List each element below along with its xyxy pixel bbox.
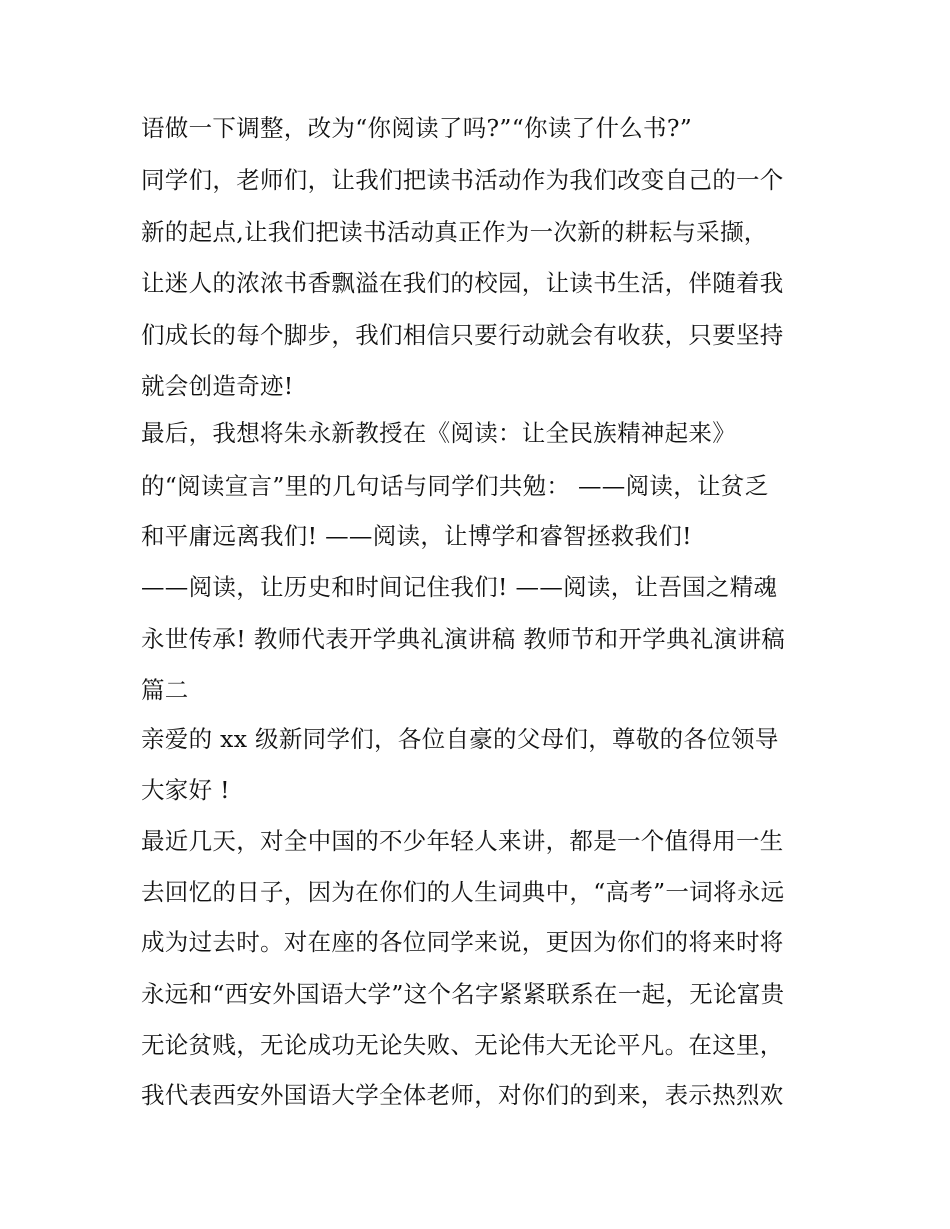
text-line: 我代表西安外国语大学全体老师，对你们的到来，表示热烈欢 [141,1081,784,1109]
section-heading: 篇二 [141,676,189,704]
text-line: 同学们，老师们，让我们把读书活动作为我们改变自己的一个 [141,166,784,194]
text-line: 去回忆的日子，因为在你们的人生词典中，“高考”一词将永远 [141,878,785,906]
text-line: ——阅读，让历史和时间记住我们! ——阅读，让吾国之精魂 [141,573,778,601]
text-line: 大家好 ! [141,776,230,804]
text-line: 让迷人的浓浓书香飘溢在我们的校园，让读书生活，伴随着我 [141,269,784,297]
text-line: 无论贫贱，无论成功无论失败、无论伟大无论平凡。在这里， [141,1031,784,1059]
text-line: 就会创造奇迹! [141,372,294,400]
text-line: 的“阅读宣言”里的几句话与同学们共勉： ——阅读，让贫乏 [141,472,769,500]
text-line: 语做一下调整，改为“你阅读了吗?”“你读了什么书?” [141,114,693,142]
text-line: 新的起点,让我们把读书活动真正作为一次新的耕耘与采撷， [141,218,768,246]
text-line: 永世传承! 教师代表开学典礼演讲稿 教师节和开学典礼演讲稿 [141,625,786,653]
text-line: 最后，我想将朱永新教授在《阅读：让全民族精神起来》 [141,419,736,447]
text-line: 成为过去时。对在座的各位同学来说，更因为你们的将来时将 [141,928,784,956]
text-line: 永远和“西安外国语大学”这个名字紧紧联系在一起，无论富贵 [141,980,785,1008]
text-line: 们成长的每个脚步，我们相信只要行动就会有收获，只要坚持 [141,321,784,349]
text-line: 亲爱的 xx 级新同学们，各位自豪的父母们，尊敬的各位领导 [141,725,779,753]
text-line: 和平庸远离我们! ——阅读，让博学和睿智拯救我们! [141,522,692,550]
text-line: 最近几天，对全中国的不少年轻人来讲，都是一个值得用一生 [141,827,784,855]
